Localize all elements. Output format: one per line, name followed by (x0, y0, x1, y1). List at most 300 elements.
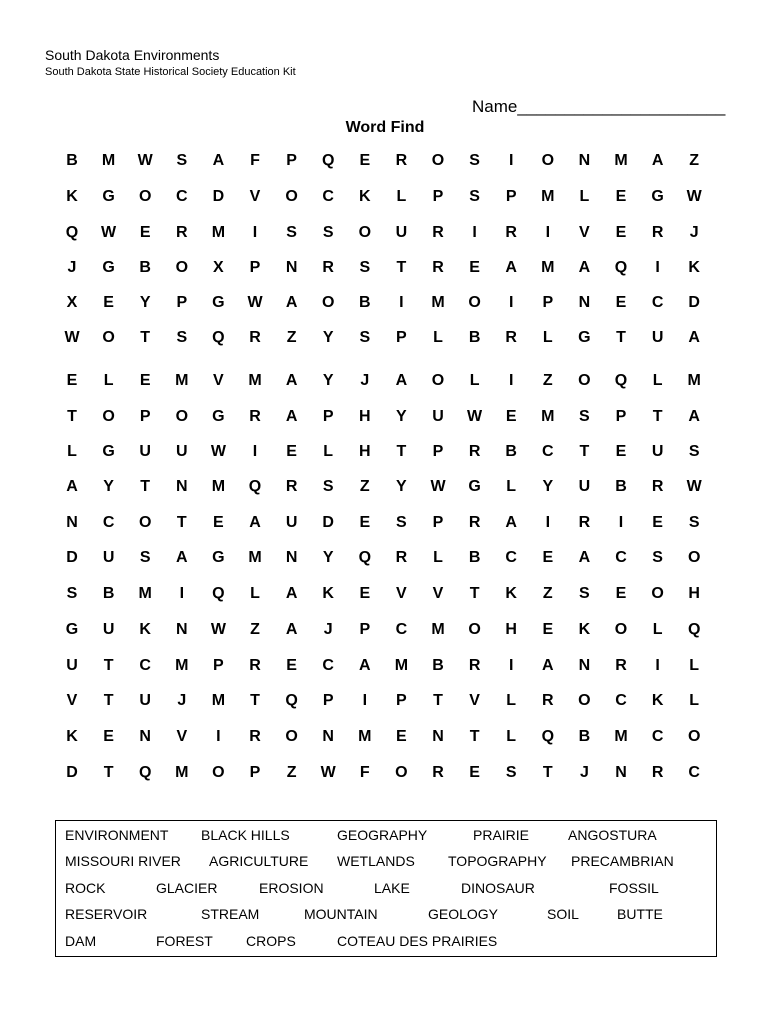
grid-letter: E (359, 514, 371, 531)
grid-letter: J (360, 372, 370, 389)
grid-letter: C (102, 514, 115, 531)
grid-letter: L (579, 188, 590, 205)
grid-letter: U (285, 514, 298, 531)
grid-letter: Y (103, 478, 114, 495)
grid-letter: J (177, 692, 187, 709)
grid-letter: B (102, 585, 115, 602)
grid-letter: W (247, 294, 263, 311)
grid-letter: L (652, 372, 663, 389)
grid-letter: W (686, 478, 702, 495)
grid-letter: Q (358, 549, 372, 566)
grid-letter: P (286, 152, 297, 169)
grid-letter: T (616, 329, 626, 346)
grid-letter: E (396, 728, 407, 745)
grid-letter: M (541, 408, 555, 425)
word-list-item: BLACK HILLS (201, 827, 290, 843)
grid-letter: O (395, 764, 408, 781)
grid-letter: E (66, 372, 78, 389)
grid-letter: B (66, 152, 78, 169)
word-list-item: ROCK (65, 880, 106, 896)
grid-letter: W (101, 224, 117, 241)
grid-letter: O (321, 294, 335, 311)
grid-letter: T (140, 329, 151, 346)
grid-letter: S (579, 408, 590, 425)
grid-letter: R (249, 408, 261, 425)
grid-letter: L (689, 657, 700, 674)
grid-letter: S (139, 549, 151, 566)
grid-letter: M (101, 152, 116, 169)
grid-letter: B (468, 329, 481, 346)
grid-letter: W (64, 329, 80, 346)
grid-letter: A (285, 621, 298, 638)
grid-letter: P (432, 514, 444, 531)
grid-letter: P (505, 188, 517, 205)
grid-letter: C (651, 294, 664, 311)
grid-letter: J (323, 621, 333, 638)
grid-letter: L (542, 329, 553, 346)
grid-letter: K (359, 188, 371, 205)
grid-letter: I (216, 728, 221, 745)
word-list-item: MOUNTAIN (304, 906, 378, 922)
grid-letter: P (396, 329, 407, 346)
grid-letter: E (652, 514, 663, 531)
grid-letter: M (175, 372, 189, 389)
grid-letter: O (468, 294, 481, 311)
grid-letter: P (176, 294, 188, 311)
grid-letter: R (249, 728, 261, 745)
grid-letter: P (322, 408, 334, 425)
grid-letter: O (431, 372, 445, 389)
grid-letter: C (542, 443, 554, 460)
document-subtitle: South Dakota State Historical Society Education Kit (45, 66, 296, 78)
grid-letter: S (359, 259, 371, 276)
grid-letter: R (395, 549, 408, 566)
grid-letter: U (176, 443, 188, 460)
grid-letter: D (322, 514, 334, 531)
grid-letter: K (66, 728, 78, 745)
word-list-item: GEOGRAPHY (337, 827, 428, 843)
grid-letter: L (103, 372, 114, 389)
grid-letter: H (359, 408, 371, 425)
grid-letter: H (688, 585, 700, 602)
grid-letter: R (468, 657, 481, 674)
grid-letter: L (323, 443, 334, 460)
grid-letter: P (396, 692, 407, 709)
grid-letter: O (687, 728, 701, 745)
grid-letter: V (249, 188, 261, 205)
grid-letter: M (431, 621, 445, 638)
grid-letter: S (396, 514, 407, 531)
grid-letter: H (505, 621, 517, 638)
grid-letter: U (102, 549, 115, 566)
grid-letter: I (508, 152, 514, 169)
grid-letter: Y (542, 478, 554, 495)
grid-letter: X (66, 294, 78, 311)
grid-letter: U (139, 692, 151, 709)
grid-letter: T (176, 514, 187, 531)
grid-letter: P (432, 443, 444, 460)
grid-letter: H (359, 443, 371, 460)
grid-letter: V (176, 728, 188, 745)
grid-letter: A (285, 372, 298, 389)
word-list-item: GLACIER (156, 880, 218, 896)
grid-letter: T (469, 585, 480, 602)
grid-letter: E (139, 224, 151, 241)
word-list-item: EROSION (259, 880, 324, 896)
grid-letter: I (252, 443, 258, 460)
grid-letter: M (211, 478, 226, 495)
grid-letter: R (505, 224, 517, 241)
grid-letter: L (67, 443, 77, 460)
grid-letter: W (686, 188, 702, 205)
grid-letter: R (249, 657, 261, 674)
grid-letter: T (250, 692, 260, 709)
word-list-item: DINOSAUR (461, 880, 535, 896)
grid-letter: Q (285, 692, 298, 709)
grid-letter: Q (65, 224, 79, 241)
grid-letter: A (688, 329, 700, 346)
grid-letter: R (285, 478, 298, 495)
grid-letter: N (66, 514, 78, 531)
grid-letter: M (687, 372, 701, 389)
grid-letter: Y (396, 408, 407, 425)
grid-letter: A (505, 259, 517, 276)
grid-letter: O (102, 408, 115, 425)
grid-letter: L (506, 478, 517, 495)
grid-letter: M (541, 188, 555, 205)
grid-letter: C (651, 728, 664, 745)
grid-letter: U (395, 224, 408, 241)
grid-letter: C (395, 621, 408, 638)
word-list-box (55, 820, 717, 957)
word-list-item: TOPOGRAPHY (448, 853, 547, 869)
puzzle-title (0, 119, 770, 137)
grid-letter: L (250, 585, 260, 602)
grid-letter: N (322, 728, 334, 745)
grid-letter: R (651, 764, 664, 781)
grid-letter: E (286, 443, 297, 460)
grid-letter: S (652, 549, 663, 566)
grid-letter: K (66, 188, 78, 205)
grid-letter: T (433, 692, 443, 709)
grid-letter: E (542, 549, 554, 566)
grid-letter: A (285, 585, 298, 602)
puzzle-title-text: Word Find (345, 119, 425, 136)
word-list-item: BUTTE (617, 906, 663, 922)
grid-letter: M (138, 585, 152, 602)
word-list-item: RESERVOIR (65, 906, 148, 922)
grid-letter: G (65, 621, 79, 638)
grid-letter: V (469, 692, 480, 709)
grid-letter: E (469, 259, 480, 276)
grid-letter: R (651, 478, 664, 495)
grid-letter: O (651, 585, 664, 602)
grid-letter: A (285, 408, 298, 425)
grid-letter: B (139, 259, 151, 276)
grid-letter: Y (139, 294, 151, 311)
grid-letter: O (431, 152, 445, 169)
grid-letter: M (614, 728, 628, 745)
grid-letter: C (615, 692, 627, 709)
grid-letter: B (505, 443, 517, 460)
grid-letter: I (179, 585, 185, 602)
grid-letter: E (469, 764, 480, 781)
grid-letter: L (506, 692, 517, 709)
grid-letter: E (359, 152, 371, 169)
grid-letter: W (320, 764, 336, 781)
grid-letter: A (578, 259, 591, 276)
grid-letter: W (430, 478, 446, 495)
grid-letter: W (467, 408, 483, 425)
grid-letter: F (359, 764, 370, 781)
grid-letter: L (433, 329, 443, 346)
grid-letter: S (176, 329, 188, 346)
grid-letter: N (432, 728, 444, 745)
grid-letter: Q (614, 259, 628, 276)
grid-letter: A (688, 408, 700, 425)
grid-letter: N (176, 621, 188, 638)
grid-letter: I (508, 372, 514, 389)
grid-letter: Y (396, 478, 407, 495)
grid-letter: N (176, 478, 188, 495)
grid-letter: R (432, 764, 444, 781)
grid-letter: O (687, 549, 701, 566)
grid-letter: L (469, 372, 480, 389)
grid-letter: Q (614, 372, 628, 389)
grid-letter: O (578, 692, 591, 709)
grid-letter: S (688, 514, 700, 531)
grid-letter: D (66, 764, 78, 781)
grid-letter: W (137, 152, 153, 169)
grid-letter: R (176, 224, 188, 241)
grid-letter: R (468, 443, 481, 460)
grid-letter: A (542, 657, 554, 674)
grid-letter: Z (542, 585, 553, 602)
grid-letter: N (139, 728, 151, 745)
grid-letter: G (651, 188, 664, 205)
grid-letter: C (322, 188, 334, 205)
grid-letter: C (139, 657, 151, 674)
grid-letter: K (651, 692, 664, 709)
grid-letter: O (212, 764, 225, 781)
grid-letter: P (249, 259, 261, 276)
grid-letter: E (103, 294, 114, 311)
grid-letter: Y (322, 549, 334, 566)
grid-letter: U (432, 408, 444, 425)
grid-letter: A (395, 372, 408, 389)
grid-letter: M (358, 728, 372, 745)
grid-letter: R (505, 329, 517, 346)
grid-letter: V (579, 224, 590, 241)
grid-letter: G (102, 188, 115, 205)
grid-letter: K (139, 621, 151, 638)
grid-letter: F (250, 152, 260, 169)
grid-letter: D (212, 188, 225, 205)
grid-letter: J (579, 764, 589, 781)
grid-letter: O (175, 408, 189, 425)
grid-letter: T (396, 259, 407, 276)
grid-letter: W (210, 621, 226, 638)
grid-letter: I (655, 259, 660, 276)
grid-letter: U (102, 621, 115, 638)
grid-letter: K (322, 585, 334, 602)
grid-letter: P (249, 764, 261, 781)
grid-letter: M (431, 294, 445, 311)
grid-letter: V (432, 585, 444, 602)
grid-letter: S (359, 329, 371, 346)
grid-letter: G (212, 549, 225, 566)
grid-letter: Q (212, 329, 225, 346)
grid-letter: M (394, 657, 409, 674)
grid-letter: T (103, 692, 114, 709)
grid-letter: M (211, 692, 226, 709)
grid-letter: J (67, 259, 77, 276)
word-list-item: COTEAU DES PRAIRIES (337, 933, 498, 949)
grid-letter: Y (322, 329, 334, 346)
grid-letter: P (213, 657, 224, 674)
grid-letter: A (176, 549, 188, 566)
grid-letter: U (66, 657, 78, 674)
grid-letter: E (615, 585, 627, 602)
grid-letter: M (248, 549, 262, 566)
grid-letter: D (66, 549, 78, 566)
grid-letter: I (508, 657, 514, 674)
grid-letter: T (67, 408, 77, 425)
grid-letter: A (249, 514, 261, 531)
grid-letter: V (66, 692, 78, 709)
grid-letter: M (175, 657, 189, 674)
grid-letter: S (505, 764, 517, 781)
grid-letter: N (578, 294, 591, 311)
grid-letter: B (468, 549, 481, 566)
grid-letter: R (542, 692, 554, 709)
grid-letter: E (615, 294, 627, 311)
grid-letter: P (139, 408, 151, 425)
grid-letter: M (541, 259, 555, 276)
grid-letter: U (651, 443, 664, 460)
grid-letter: O (138, 514, 152, 531)
grid-letter: M (211, 224, 226, 241)
grid-letter: E (615, 224, 627, 241)
grid-letter: N (285, 549, 298, 566)
grid-letter: G (578, 329, 591, 346)
grid-letter: A (285, 294, 298, 311)
grid-letter: U (578, 478, 591, 495)
grid-letter: R (432, 224, 444, 241)
grid-letter: I (472, 224, 477, 241)
word-list-item: MISSOURI RIVER (65, 853, 181, 869)
grid-letter: M (175, 764, 189, 781)
grid-letter: R (249, 329, 261, 346)
word-list-item: GEOLOGY (428, 906, 499, 922)
grid-letter: C (505, 549, 517, 566)
grid-letter: P (542, 294, 554, 311)
grid-letter: R (578, 514, 591, 531)
grid-letter: E (359, 585, 371, 602)
grid-letter: Z (286, 329, 297, 346)
grid-letter: K (688, 259, 700, 276)
grid-letter: O (541, 152, 555, 169)
grid-letter: L (433, 549, 443, 566)
grid-letter: O (285, 188, 298, 205)
word-list-item: SOIL (547, 906, 579, 922)
grid-letter: Z (542, 372, 553, 389)
grid-letter: I (362, 692, 368, 709)
grid-letter: G (468, 478, 481, 495)
grid-letter: O (614, 621, 628, 638)
grid-letter: I (508, 294, 514, 311)
grid-letter: T (542, 764, 553, 781)
grid-letter: Q (248, 478, 262, 495)
grid-letter: W (210, 443, 226, 460)
grid-letter: J (689, 224, 699, 241)
word-list-item: ENVIRONMENT (65, 827, 169, 843)
grid-letter: I (545, 224, 551, 241)
grid-letter: Z (689, 152, 700, 169)
grid-letter: Z (286, 764, 297, 781)
grid-letter: R (468, 514, 481, 531)
grid-letter: O (468, 621, 481, 638)
grid-letter: S (688, 443, 700, 460)
grid-letter: L (396, 188, 407, 205)
grid-letter: Z (250, 621, 260, 638)
grid-letter: T (103, 764, 114, 781)
grid-letter: S (286, 224, 297, 241)
grid-letter: K (505, 585, 517, 602)
grid-letter: Y (322, 372, 334, 389)
grid-letter: B (359, 294, 371, 311)
grid-letter: S (176, 152, 188, 169)
grid-letter: N (285, 259, 298, 276)
grid-letter: X (213, 259, 224, 276)
grid-letter: E (103, 728, 114, 745)
grid-letter: P (322, 692, 334, 709)
grid-letter: O (285, 728, 298, 745)
grid-letter: T (103, 657, 114, 674)
grid-letter: Q (541, 728, 555, 745)
grid-letter: L (506, 728, 517, 745)
grid-letter: I (252, 224, 258, 241)
grid-letter: N (578, 657, 591, 674)
name-field-label: Name______________________ (472, 97, 726, 116)
grid-letter: A (212, 152, 225, 169)
grid-letter: T (469, 728, 480, 745)
grid-letter: R (322, 259, 334, 276)
grid-letter: O (578, 372, 591, 389)
grid-letter: C (615, 549, 627, 566)
word-list-item: PRECAMBRIAN (571, 853, 674, 869)
grid-letter: Z (359, 478, 370, 495)
grid-letter: O (102, 329, 115, 346)
grid-letter: E (213, 514, 224, 531)
grid-letter: V (396, 585, 407, 602)
grid-letter: I (618, 514, 624, 531)
grid-letter: T (579, 443, 590, 460)
grid-letter: O (138, 188, 152, 205)
grid-letter: L (689, 692, 700, 709)
grid-letter: M (614, 152, 628, 169)
grid-letter: G (212, 408, 225, 425)
grid-letter: P (615, 408, 627, 425)
document-title: South Dakota Environments (45, 47, 220, 63)
grid-letter: O (175, 259, 189, 276)
grid-letter: K (578, 621, 591, 638)
grid-letter: E (505, 408, 517, 425)
grid-letter: D (688, 294, 700, 311)
grid-letter: T (652, 408, 663, 425)
word-list-item: WETLANDS (337, 853, 415, 869)
grid-letter: V (213, 372, 224, 389)
